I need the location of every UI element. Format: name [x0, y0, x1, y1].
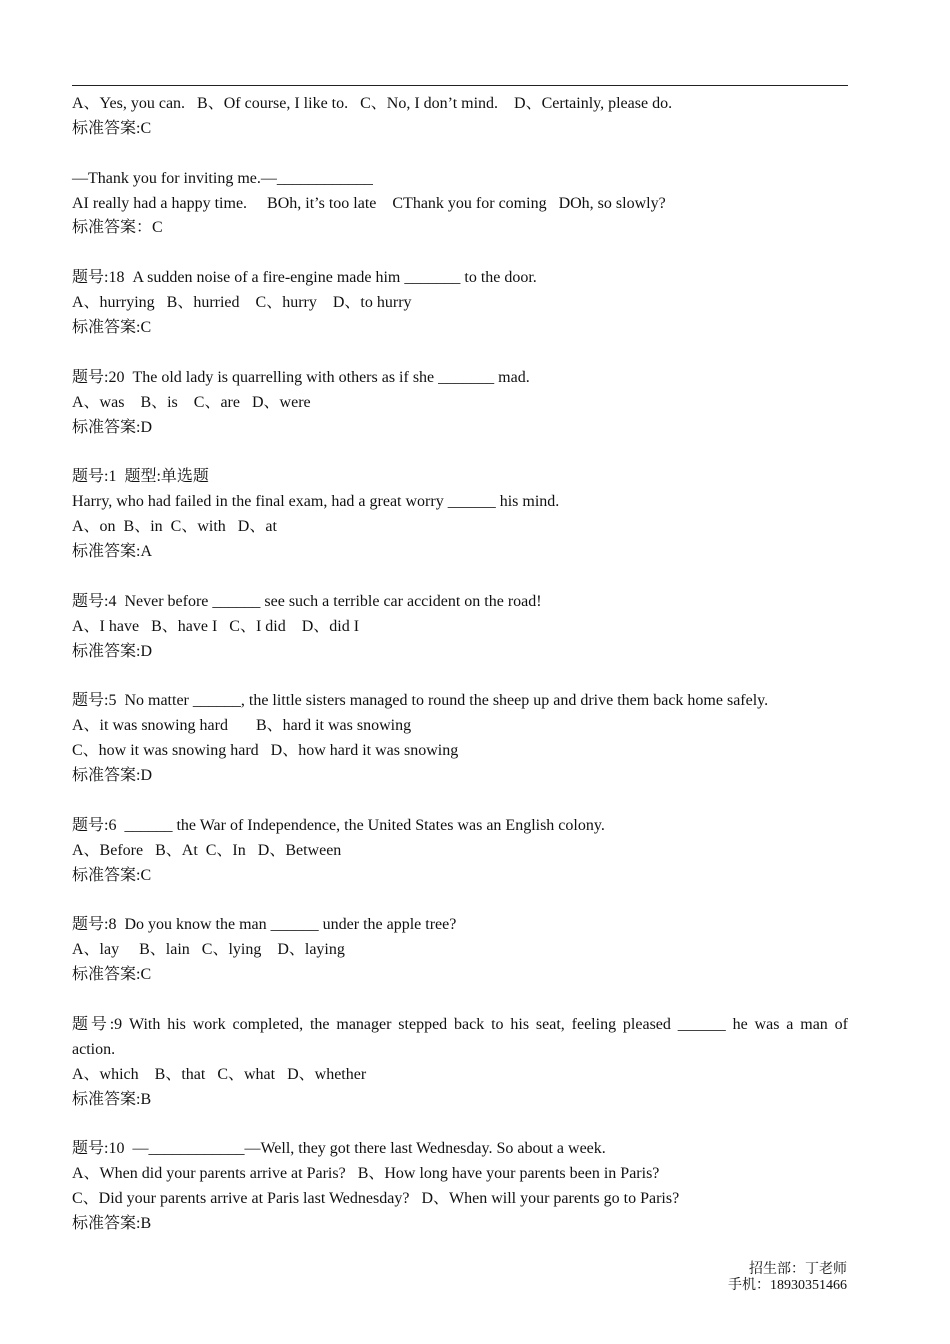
question-block [72, 590, 848, 665]
options-line: A、was B、is C、are D、were [72, 393, 311, 411]
question-block [72, 1013, 848, 1113]
answer-line: 标准答案:C [72, 319, 152, 337]
answer-line: 标准答案:C [72, 866, 152, 884]
footer-phone: 手机：18930351466 [728, 1278, 847, 1293]
question-line: 题号:8 Do you know the man ______ under the apple tree? [72, 916, 457, 934]
options-line: A、I have B、have I C、I did D、did I [72, 617, 360, 635]
answer-line: 标准答案：C [72, 219, 163, 237]
question-block [72, 689, 848, 789]
options-line: A、Before B、At C、In D、Between [72, 841, 342, 859]
options-line: A、lay B、lain C、lying D、laying [72, 941, 345, 959]
question-block [72, 366, 848, 441]
question-line: 题号:10 —____________—Well, they got there last Wednesday. So about a week. [72, 1140, 606, 1158]
header-rule [72, 85, 848, 86]
question-line: 题号:5 No matter ______, the little sisters managed to round the sheep up and drive them back home safely. [72, 692, 769, 710]
question-line: 题号:20 The old lady is quarrelling with others as if she _______ mad. [72, 368, 530, 386]
question-block [72, 814, 848, 889]
question-line: —Thank you for inviting me.—____________ [72, 169, 373, 187]
question-line: Harry, who had failed in the final exam, had a great worry ______ his mind. [72, 493, 560, 511]
options-line: C、Did your parents arrive at Paris last Wednesday? D、When will your parents go to Paris? [72, 1190, 680, 1208]
question-block [72, 266, 848, 341]
footer-contact: 招生部：丁老师 [749, 1262, 847, 1277]
question-header-line: 题号:1 题型:单选题 [72, 468, 209, 486]
options-line: AI really had a happy time. BOh, it’s too late CThank you for coming DOh, so slowly? [72, 194, 666, 212]
answer-line: 标准答案:C [72, 119, 152, 137]
question-line: 题号:6 ______ the War of Independence, the United States was an English colony. [72, 816, 605, 834]
answer-line: 标准答案:B [72, 1215, 152, 1233]
options-line: C、how it was snowing hard D、how hard it was snowing [72, 742, 459, 760]
question-line: 题号:18 A sudden noise of a fire-engine made him _______ to the door. [72, 269, 537, 287]
options-line: A、which B、that C、what D、whether [72, 1065, 367, 1083]
answer-line: 标准答案:D [72, 767, 153, 785]
question-block [72, 913, 848, 988]
question-block [72, 465, 848, 565]
answer-line: 标准答案:C [72, 966, 152, 984]
question-line-continued: action. [72, 1040, 116, 1058]
question-block [72, 1137, 848, 1237]
answer-line: 标准答案:D [72, 642, 153, 660]
answer-line: 标准答案:B [72, 1090, 152, 1108]
page-footer [728, 1262, 847, 1294]
options-line: A、When did your parents arrive at Paris? B、How long have your parents been in Paris? [72, 1165, 660, 1183]
options-line: A、on B、in C、with D、at [72, 518, 277, 536]
question-block [72, 167, 848, 242]
answer-line: 标准答案:A [72, 543, 153, 561]
options-line: A、hurrying B、hurried C、hurry D、to hurry [72, 294, 412, 312]
answer-line: 标准答案:D [72, 418, 153, 436]
question-list [72, 92, 848, 1237]
question-line: 题号:9 With his work completed, the manager stepped back to his seat, feeling pleased ______ he was a man of [72, 1015, 848, 1033]
options-line: A、Yes, you can. B、Of course, I like to. C、No, I don’t mind. D、Certainly, please do. [72, 95, 673, 112]
question-line: 题号:4 Never before ______ see such a terrible car accident on the road! [72, 592, 542, 610]
options-line: A、it was snowing hard B、hard it was snowing [72, 717, 412, 735]
question-block [72, 92, 848, 142]
